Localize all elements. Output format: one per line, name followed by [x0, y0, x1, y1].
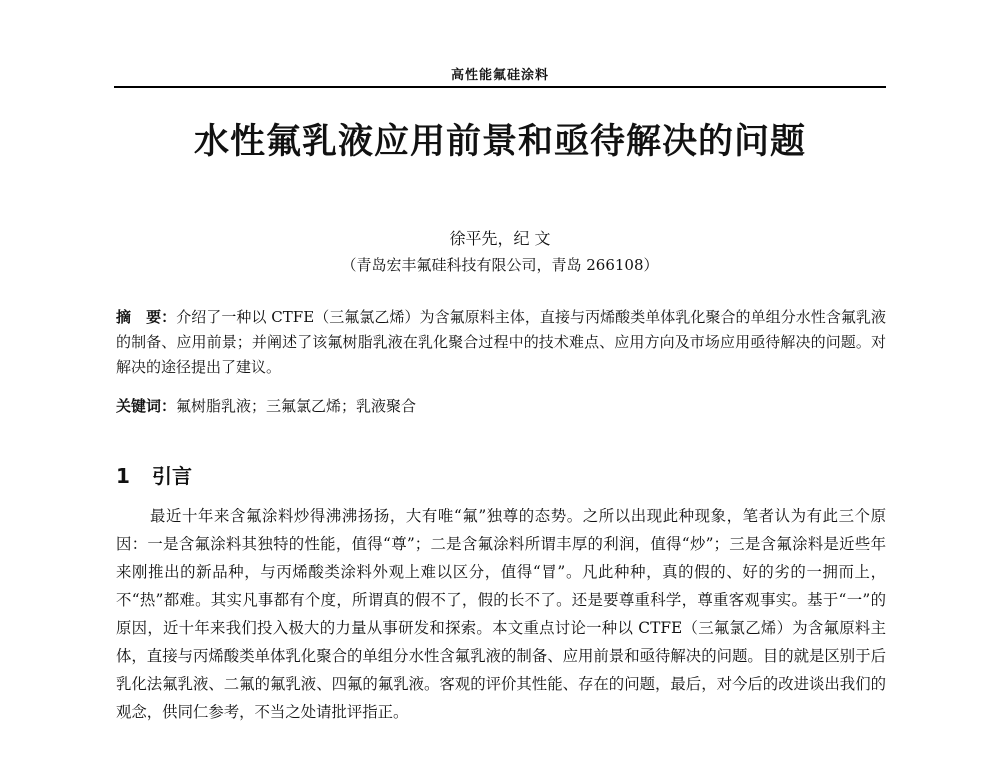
- header-rule: [114, 86, 886, 88]
- body-paragraph: 最近十年来含氟涂料炒得沸沸扬扬，大有唯“氟”独尊的态势。之所以出现此种现象，笔者认为有此三个原因：一是含氟涂料其独特的性能，值得“尊”；二是含氟涂料所谓丰厚的利润，值得“炒”；三是含氟涂料是近些年来刚推出的新品种，与丙烯酸类涂料外观上难以区分，值得“冒”。凡此种种，真的假的、好的劣的一拥而上，不“热”都难。其实凡事都有个度，所谓真的假不了，假的长不了。还是要尊重科学，尊重客观事实。基于“一”的原因，近十年来我们投入极大的力量从事研发和探索。本文重点讨论一种以 CTFE（三氟氯乙烯）为含氟原料主体，直接与丙烯酸类单体乳化聚合的单组分水性含氟乳液的制备、应用前景和亟待解决的问题。目的就是区别于后乳化法氟乳液、二氟的氟乳液、四氟的氟乳液。客观的评价其性能、存在的问题，最后，对今后的改进谈出我们的观念，供同仁参考，不当之处请批评指正。: [116, 507, 886, 721]
- section-heading: [116, 460, 192, 489]
- running-header: 高性能氟硅涂料: [450, 68, 549, 83]
- authors: 徐平先，纪 文: [449, 229, 551, 248]
- section-title: 引言: [152, 464, 192, 488]
- section-number: 1: [116, 464, 130, 488]
- keywords: [116, 394, 886, 419]
- keywords-label: 关键词：: [116, 397, 177, 415]
- abstract: [116, 305, 886, 380]
- abstract-label: 摘 要：: [116, 308, 177, 326]
- article-title: 水性氟乳液应用前景和亟待解决的问题: [193, 122, 806, 162]
- keywords-text: 氟树脂乳液；三氟氯乙烯；乳液聚合: [176, 397, 417, 415]
- abstract-text: 介绍了一种以 CTFE（三氟氯乙烯）为含氟原料主体，直接与丙烯酸类单体乳化聚合的单组分水性含氟乳液的制备、应用前景；并阐述了该氟树脂乳液在乳化聚合过程中的技术难点、应用方向及市场应用亟待解决的问题。对解决的途径提出了建议。: [116, 308, 886, 376]
- affiliation: （青岛宏丰氟硅科技有限公司，青岛 266108）: [341, 256, 659, 274]
